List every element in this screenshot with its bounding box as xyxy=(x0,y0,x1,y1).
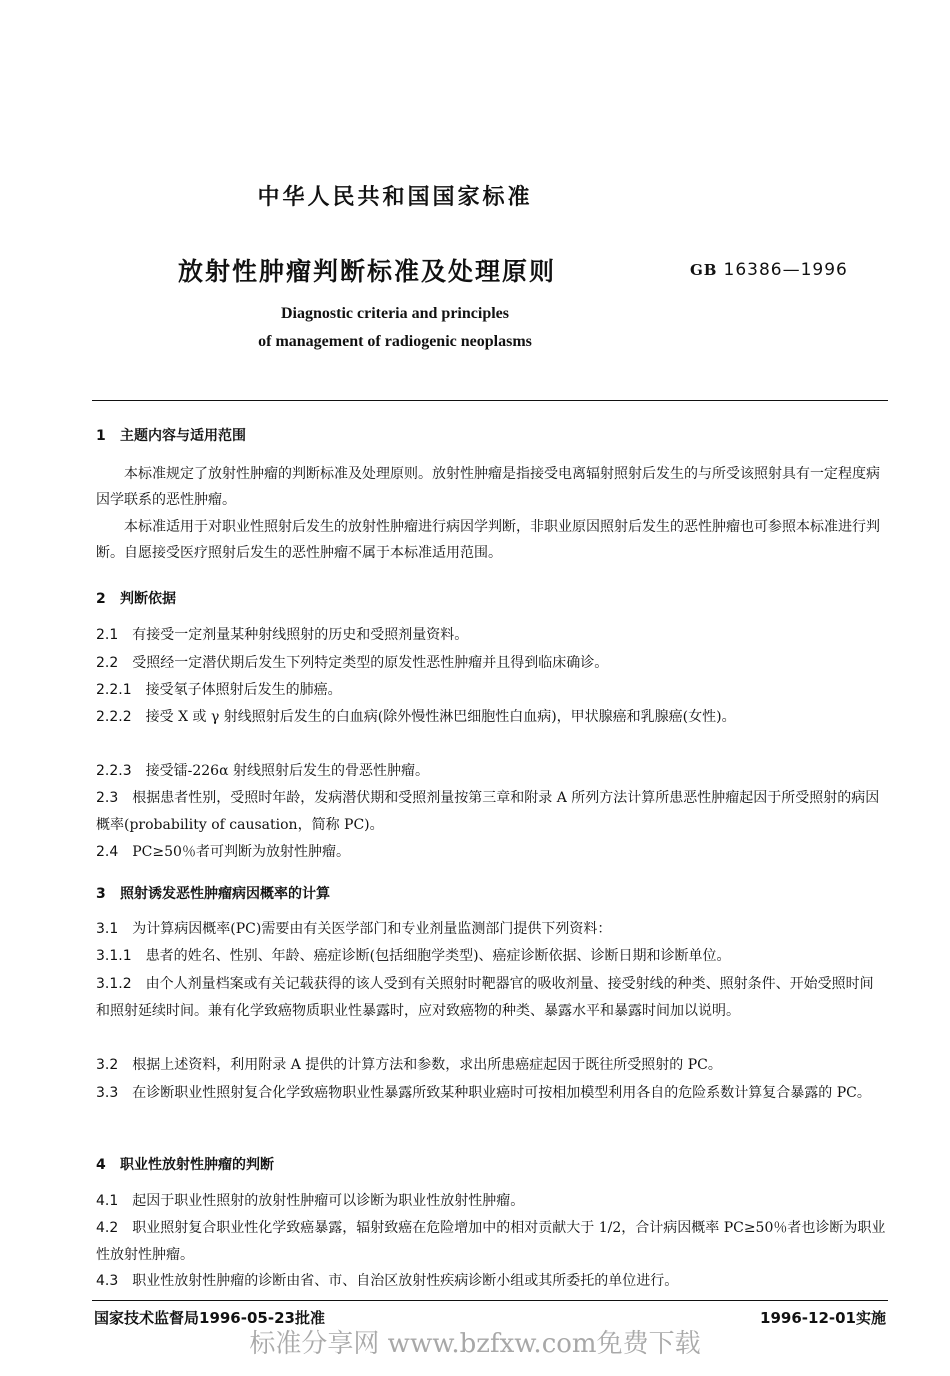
clause-number: 4.2 xyxy=(96,1220,119,1236)
section-number: 4 xyxy=(96,1157,106,1173)
clause-text: 接受镭-226α 射线照射后发生的骨恶性肿瘤。 xyxy=(145,763,429,779)
clause-number: 2.1 xyxy=(96,627,119,643)
clause-text: 根据患者性别，受照时年龄，发病潜伏期和受照剂量按第三章和附录 A 所列方法计算所患恶性肿瘤起因于所受照射的病因概率(probability of causation，简称 PC)。 xyxy=(96,790,880,833)
section-2-heading xyxy=(96,588,176,608)
clause-text: 在诊断职业性照射复合化学致癌物职业性暴露所致某种职业癌时可按相加模型利用各自的危险系数计算复合暴露的 PC。 xyxy=(132,1085,871,1101)
watermark: 标准分享网 www.bzfxw.com免费下载 xyxy=(249,1329,701,1359)
section-4-heading xyxy=(96,1154,274,1174)
clause-number: 2.2 xyxy=(96,655,119,671)
standard-code: 16386—1996 xyxy=(723,260,848,280)
clause-3-1-1 xyxy=(96,943,886,970)
clause-3-1 xyxy=(96,916,886,943)
section-number: 3 xyxy=(96,886,106,902)
clause-number: 2.3 xyxy=(96,790,119,806)
clause-number: 2.2.1 xyxy=(96,682,132,698)
section-1-paragraph-2: 本标准适用于对职业性照射后发生的放射性肿瘤进行病因学判断，非职业原因照射后发生的恶性肿瘤也可参照本标准进行判断。自愿接受医疗照射后发生的恶性肿瘤不属于本标准适用范围。 xyxy=(96,519,880,561)
clause-2-2-3 xyxy=(96,758,886,785)
section-number: 2 xyxy=(96,591,106,607)
clause-number: 3.1.2 xyxy=(96,976,132,992)
section-1-paragraph-1: 本标准规定了放射性肿瘤的判断标准及处理原则。放射性肿瘤是指接受电离辐射照射后发生的与所受该照射具有一定程度病因学联系的恶性肿瘤。 xyxy=(96,466,880,508)
clause-2-2-1 xyxy=(96,677,886,704)
clause-text: 有接受一定剂量某种射线照射的历史和受照剂量资料。 xyxy=(132,627,469,643)
clause-2-4 xyxy=(96,839,886,866)
clause-number: 2.2.2 xyxy=(96,709,132,725)
section-number: 1 xyxy=(96,428,106,444)
clause-text: 为计算病因概率(PC)需要由有关医学部门和专业剂量监测部门提供下列资料： xyxy=(132,921,612,937)
clause-3-1-2 xyxy=(96,971,886,1025)
clause-text: 接受 X 或 γ 射线照射后发生的白血病(除外慢性淋巴细胞性白血病)，甲状腺癌和乳腺癌(女性)。 xyxy=(145,709,736,725)
clause-text: PC≥50％者可判断为放射性肿瘤。 xyxy=(132,844,350,860)
clause-2-3 xyxy=(96,785,886,839)
clause-text: 职业照射复合职业性化学致癌暴露，辐射致癌在危险增加中的相对贡献大于 1/2，合计病因概率 PC≥50％者也诊断为职业性放射性肿瘤。 xyxy=(96,1220,886,1263)
document-title-en-line2: of management of radiogenic neoplasms xyxy=(258,333,532,350)
clause-text: 由个人剂量档案或有关记载获得的该人受到有关照射时靶器官的吸收剂量、接受射线的种类、照射条件、开始受照时间和照射延续时间。兼有化学致癌物质职业性暴露时，应对致癌物的种类、暴露水平和暴露时间加以说明。 xyxy=(96,976,874,1019)
clause-text: 根据上述资料，利用附录 A 提供的计算方法和参数，求出所患癌症起因于既往所受照射的 PC。 xyxy=(132,1057,722,1073)
national-standard-heading: 中华人民共和国国家标准 xyxy=(257,185,533,210)
clause-text: 受照经一定潜伏期后发生下列特定类型的原发性恶性肿瘤并且得到临床确诊。 xyxy=(132,655,609,671)
document-title-cn: 放射性肿瘤判断标准及处理原则 xyxy=(178,257,557,286)
clause-4-1 xyxy=(96,1188,886,1215)
clause-number: 3.1 xyxy=(96,921,119,937)
section-title: 职业性放射性肿瘤的判断 xyxy=(120,1157,274,1173)
section-3-heading xyxy=(96,883,330,903)
clause-4-2 xyxy=(96,1215,886,1269)
clause-2-2 xyxy=(96,650,886,677)
clause-number: 3.1.1 xyxy=(96,948,132,964)
clause-number: 2.4 xyxy=(96,844,119,860)
clause-text: 患者的姓名、性别、年龄、癌症诊断(包括细胞学类型)、癌症诊断依据、诊断日期和诊断单位。 xyxy=(145,948,731,964)
approval-date: 国家技术监督局1996-05-23批准 xyxy=(94,1309,325,1327)
standard-number xyxy=(690,260,848,280)
section-title: 判断依据 xyxy=(120,591,176,607)
document-title-en-line1: Diagnostic criteria and principles xyxy=(281,305,509,322)
implementation-date: 1996-12-01实施 xyxy=(760,1309,886,1327)
clause-2-1 xyxy=(96,622,886,649)
standard-prefix: GB xyxy=(690,261,718,279)
clause-2-2-2 xyxy=(96,704,886,731)
clause-3-3 xyxy=(96,1080,886,1107)
clause-text: 接受氡子体照射后发生的肺癌。 xyxy=(145,682,342,698)
header-divider xyxy=(92,400,888,401)
clause-3-2 xyxy=(96,1052,886,1079)
clause-text: 起因于职业性照射的放射性肿瘤可以诊断为职业性放射性肿瘤。 xyxy=(132,1193,525,1209)
clause-text: 职业性放射性肿瘤的诊断由省、市、自治区放射性疾病诊断小组或其所委托的单位进行。 xyxy=(132,1273,679,1289)
clause-4-3 xyxy=(96,1268,886,1295)
clause-number: 2.2.3 xyxy=(96,763,132,779)
clause-number: 3.3 xyxy=(96,1085,119,1101)
section-title: 照射诱发恶性肿瘤病因概率的计算 xyxy=(120,886,330,902)
clause-number: 4.3 xyxy=(96,1273,119,1289)
clause-number: 4.1 xyxy=(96,1193,119,1209)
clause-number: 3.2 xyxy=(96,1057,119,1073)
footer-divider xyxy=(92,1300,888,1301)
section-title: 主题内容与适用范围 xyxy=(120,428,246,444)
section-1-heading xyxy=(96,425,246,445)
